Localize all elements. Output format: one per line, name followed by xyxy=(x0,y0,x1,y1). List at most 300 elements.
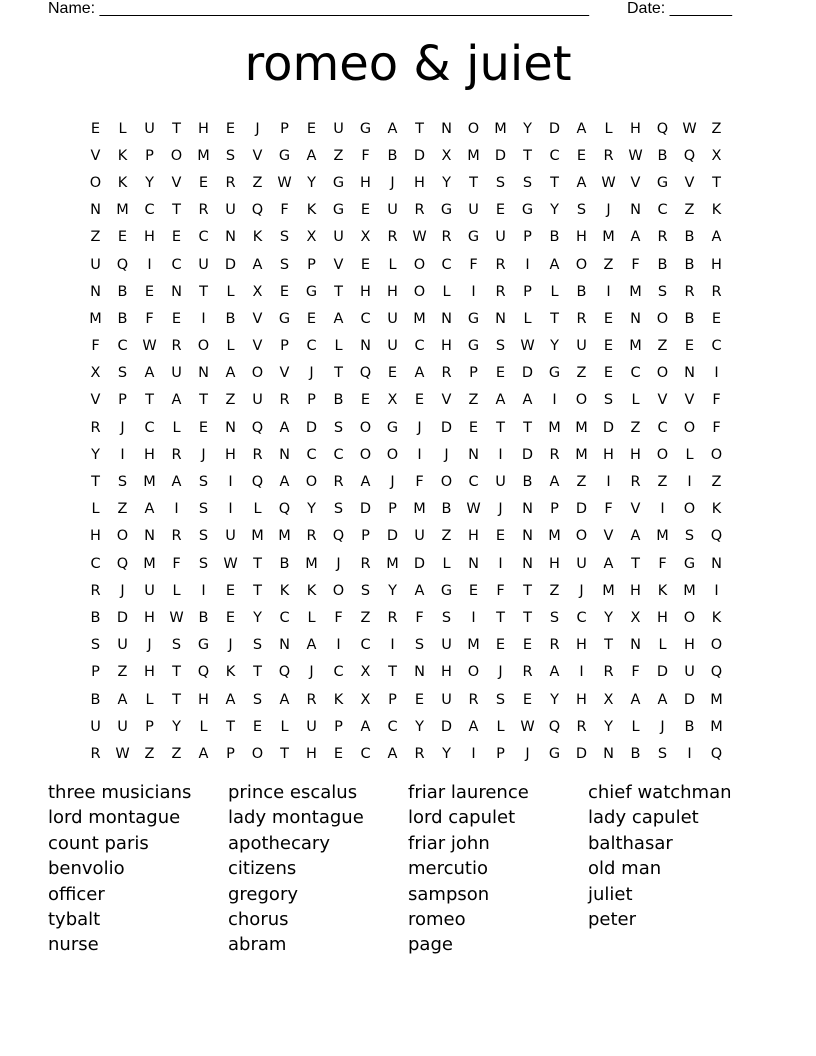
grid-letter: X xyxy=(360,691,371,708)
grid-letter: N xyxy=(360,338,371,355)
grid-letter: R xyxy=(522,664,533,681)
grid-letter: X xyxy=(630,609,641,626)
grid-letter: G xyxy=(197,637,210,654)
grid-letter: L xyxy=(199,718,208,735)
grid-letter: D xyxy=(224,256,237,273)
grid-letter: G xyxy=(440,582,453,599)
grid-letter: I xyxy=(498,555,503,572)
letter-grid xyxy=(82,115,730,768)
grid-letter: M xyxy=(656,528,669,545)
grid-letter: H xyxy=(603,446,614,463)
grid-letter: O xyxy=(656,310,669,327)
grid-row xyxy=(82,305,730,332)
grid-row xyxy=(82,496,730,523)
grid-letter: S xyxy=(603,392,614,409)
grid-letter: R xyxy=(333,474,344,491)
grid-letter: Y xyxy=(442,745,451,762)
grid-letter: F xyxy=(496,582,505,599)
grid-letter: G xyxy=(332,202,345,219)
grid-letter: E xyxy=(468,419,479,436)
grid-letter: M xyxy=(710,691,723,708)
grid-letter: U xyxy=(144,120,155,137)
grid-letter: R xyxy=(225,174,236,191)
grid-letter: B xyxy=(522,474,533,491)
grid-letter: V xyxy=(252,310,263,327)
grid-letter: L xyxy=(442,283,451,300)
grid-letter: Q xyxy=(548,718,561,735)
grid-letter: D xyxy=(683,691,696,708)
grid-letter: R xyxy=(711,283,722,300)
grid-letter: F xyxy=(415,474,424,491)
grid-letter: Z xyxy=(576,365,587,382)
grid-row xyxy=(82,659,730,686)
grid-letter: Z xyxy=(225,392,236,409)
grid-letter: N xyxy=(171,283,182,300)
grid-letter: I xyxy=(552,392,557,409)
word-item: officer xyxy=(48,883,105,905)
grid-letter: W xyxy=(682,120,697,137)
grid-letter: S xyxy=(657,745,668,762)
grid-letter: B xyxy=(657,256,668,273)
grid-row xyxy=(82,414,730,441)
grid-letter: T xyxy=(172,202,181,219)
grid-letter: K xyxy=(306,582,317,599)
grid-letter: T xyxy=(469,174,478,191)
grid-letter: S xyxy=(90,637,101,654)
grid-letter: E xyxy=(144,283,155,300)
grid-letter: I xyxy=(687,745,692,762)
grid-letter: P xyxy=(280,120,289,137)
grid-letter: P xyxy=(145,147,154,164)
grid-letter: S xyxy=(495,691,506,708)
grid-letter: A xyxy=(387,745,398,762)
grid-letter: E xyxy=(576,147,587,164)
grid-letter: U xyxy=(387,338,398,355)
grid-letter: P xyxy=(307,256,316,273)
grid-letter: A xyxy=(279,419,290,436)
grid-letter: O xyxy=(116,528,129,545)
word-column xyxy=(228,780,408,958)
grid-letter: T xyxy=(172,664,181,681)
grid-letter: L xyxy=(145,691,154,708)
grid-letter: H xyxy=(630,582,641,599)
grid-letter: D xyxy=(602,419,615,436)
grid-letter: N xyxy=(630,310,641,327)
grid-letter: L xyxy=(523,310,532,327)
grid-row xyxy=(82,632,730,659)
grid-letter: R xyxy=(90,582,101,599)
grid-letter: L xyxy=(172,582,181,599)
grid-letter: U xyxy=(414,528,425,545)
grid-letter: Q xyxy=(710,528,723,545)
grid-letter: D xyxy=(440,419,453,436)
grid-row xyxy=(82,604,730,631)
grid-letter: D xyxy=(575,745,588,762)
grid-letter: T xyxy=(172,120,181,137)
grid-letter: E xyxy=(414,392,425,409)
grid-letter: T xyxy=(496,419,505,436)
grid-letter: Z xyxy=(360,609,371,626)
grid-row xyxy=(82,387,730,414)
grid-letter: C xyxy=(414,338,425,355)
grid-letter: E xyxy=(522,691,533,708)
grid-letter: S xyxy=(333,501,344,518)
word-item: mercutio xyxy=(408,858,488,880)
grid-letter: M xyxy=(413,501,426,518)
grid-letter: S xyxy=(684,528,695,545)
grid-letter: I xyxy=(390,637,395,654)
grid-letter: T xyxy=(604,637,613,654)
word-item: apothecary xyxy=(228,832,330,854)
grid-letter: F xyxy=(145,310,154,327)
grid-row xyxy=(82,550,730,577)
grid-letter: A xyxy=(468,718,479,735)
grid-letter: H xyxy=(198,691,209,708)
word-item: old man xyxy=(588,858,662,880)
grid-letter: D xyxy=(521,365,534,382)
grid-letter: Y xyxy=(253,609,262,626)
grid-letter: W xyxy=(142,338,157,355)
grid-letter: T xyxy=(523,582,532,599)
word-column xyxy=(588,780,768,958)
grid-letter: T xyxy=(199,392,208,409)
grid-letter: A xyxy=(144,501,155,518)
grid-letter: Q xyxy=(251,202,264,219)
grid-letter: E xyxy=(495,528,506,545)
grid-letter: U xyxy=(333,229,344,246)
grid-letter: O xyxy=(386,446,399,463)
grid-letter: J xyxy=(228,637,233,654)
grid-row xyxy=(82,740,730,767)
word-item: abram xyxy=(228,934,287,956)
grid-letter: F xyxy=(361,147,370,164)
grid-letter: H xyxy=(144,664,155,681)
grid-letter: R xyxy=(495,283,506,300)
grid-letter: H xyxy=(684,637,695,654)
grid-letter: R xyxy=(630,474,641,491)
grid-letter: X xyxy=(252,283,263,300)
grid-letter: O xyxy=(305,474,318,491)
grid-letter: D xyxy=(305,419,318,436)
grid-letter: M xyxy=(548,528,561,545)
grid-letter: A xyxy=(279,474,290,491)
grid-letter: W xyxy=(412,229,427,246)
grid-letter: T xyxy=(550,310,559,327)
grid-letter: L xyxy=(388,256,397,273)
grid-letter: A xyxy=(225,691,236,708)
page-title: romeo & juiet xyxy=(244,36,572,92)
grid-letter: D xyxy=(494,147,507,164)
grid-letter: J xyxy=(417,419,422,436)
word-item: friar laurence xyxy=(408,782,529,803)
grid-letter: A xyxy=(360,474,371,491)
grid-letter: E xyxy=(198,174,209,191)
grid-letter: J xyxy=(336,555,341,572)
grid-letter: R xyxy=(576,718,587,735)
grid-letter: N xyxy=(441,120,452,137)
grid-row xyxy=(82,142,730,169)
grid-letter: K xyxy=(252,229,263,246)
grid-letter: E xyxy=(171,229,182,246)
grid-letter: W xyxy=(223,555,238,572)
word-item: benvolio xyxy=(48,858,125,880)
grid-letter: Y xyxy=(550,691,559,708)
grid-letter: Q xyxy=(710,664,723,681)
grid-letter: T xyxy=(631,555,640,572)
grid-letter: O xyxy=(89,174,102,191)
grid-letter: U xyxy=(225,528,236,545)
grid-letter: O xyxy=(683,609,696,626)
grid-letter: R xyxy=(90,745,101,762)
grid-letter: R xyxy=(252,446,263,463)
grid-letter: B xyxy=(684,718,695,735)
grid-letter: N xyxy=(279,446,290,463)
grid-letter: E xyxy=(603,310,614,327)
grid-letter: K xyxy=(711,202,722,219)
grid-letter: R xyxy=(306,528,317,545)
grid-letter: D xyxy=(413,555,426,572)
grid-letter: B xyxy=(630,745,641,762)
grid-letter: U xyxy=(90,718,101,735)
grid-letter: O xyxy=(170,147,183,164)
grid-letter: O xyxy=(332,582,345,599)
grid-letter: Y xyxy=(307,501,316,518)
grid-letter: P xyxy=(226,745,235,762)
grid-letter: N xyxy=(90,202,101,219)
grid-letter: W xyxy=(115,745,130,762)
grid-letter: Z xyxy=(549,582,560,599)
grid-letter: P xyxy=(496,745,505,762)
grid-letter: B xyxy=(684,310,695,327)
grid-letter: A xyxy=(522,392,533,409)
word-item: page xyxy=(408,934,453,956)
grid-letter: B xyxy=(117,283,128,300)
grid-letter: S xyxy=(198,474,209,491)
grid-letter: P xyxy=(91,664,100,681)
grid-letter: V xyxy=(252,338,263,355)
grid-letter: O xyxy=(656,446,669,463)
grid-letter: J xyxy=(660,718,665,735)
grid-row xyxy=(82,360,730,387)
grid-letter: C xyxy=(90,555,101,572)
grid-letter: Y xyxy=(172,718,181,735)
grid-letter: R xyxy=(279,392,290,409)
word-bank xyxy=(48,780,768,958)
grid-letter: C xyxy=(144,202,155,219)
grid-letter: E xyxy=(360,256,371,273)
grid-letter: A xyxy=(279,691,290,708)
grid-letter: S xyxy=(576,202,587,219)
grid-letter: F xyxy=(334,609,343,626)
grid-letter: H xyxy=(441,664,452,681)
grid-letter: M xyxy=(251,528,264,545)
grid-letter: C xyxy=(306,338,317,355)
grid-letter: N xyxy=(522,528,533,545)
grid-letter: J xyxy=(201,446,206,463)
grid-letter: R xyxy=(603,664,614,681)
grid-letter: U xyxy=(144,582,155,599)
grid-letter: V xyxy=(171,174,182,191)
grid-letter: J xyxy=(525,745,530,762)
grid-letter: M xyxy=(143,555,156,572)
grid-letter: H xyxy=(576,229,587,246)
word-item: prince escalus xyxy=(228,782,358,803)
grid-letter: U xyxy=(468,202,479,219)
grid-letter: I xyxy=(228,474,233,491)
grid-letter: W xyxy=(601,174,616,191)
grid-letter: A xyxy=(117,691,128,708)
grid-letter: M xyxy=(278,528,291,545)
grid-letter: E xyxy=(225,609,236,626)
grid-letter: R xyxy=(306,691,317,708)
date-field-label: Date: _______ xyxy=(627,0,732,17)
grid-letter: H xyxy=(441,338,452,355)
grid-letter: Q xyxy=(251,419,264,436)
grid-letter: N xyxy=(225,229,236,246)
grid-letter: D xyxy=(116,609,129,626)
grid-letter: D xyxy=(575,501,588,518)
grid-letter: S xyxy=(198,528,209,545)
grid-letter: M xyxy=(467,637,480,654)
grid-letter: S xyxy=(360,582,371,599)
grid-letter: E xyxy=(495,365,506,382)
grid-letter: C xyxy=(441,256,452,273)
grid-letter: I xyxy=(714,582,719,599)
grid-letter: M xyxy=(143,474,156,491)
grid-letter: X xyxy=(90,365,101,382)
grid-letter: S xyxy=(252,691,263,708)
grid-letter: G xyxy=(278,310,291,327)
grid-letter: L xyxy=(631,718,640,735)
grid-letter: E xyxy=(198,419,209,436)
grid-letter: Y xyxy=(604,718,613,735)
grid-letter: B xyxy=(198,609,209,626)
grid-letter: C xyxy=(387,718,398,735)
grid-letter: O xyxy=(197,338,210,355)
grid-letter: J xyxy=(444,446,449,463)
grid-letter: I xyxy=(174,501,179,518)
grid-letter: O xyxy=(251,745,264,762)
grid-letter: H xyxy=(144,229,155,246)
grid-letter: B xyxy=(279,555,290,572)
grid-letter: E xyxy=(117,229,128,246)
word-item: gregory xyxy=(228,883,298,905)
word-item: tybalt xyxy=(48,908,101,930)
grid-letter: L xyxy=(172,419,181,436)
grid-letter: K xyxy=(225,664,236,681)
grid-letter: X xyxy=(441,147,452,164)
grid-letter: L xyxy=(631,392,640,409)
grid-letter: R xyxy=(387,609,398,626)
grid-letter: P xyxy=(145,718,154,735)
grid-letter: T xyxy=(253,664,262,681)
grid-letter: N xyxy=(279,637,290,654)
grid-letter: I xyxy=(498,446,503,463)
grid-letter: K xyxy=(117,174,128,191)
grid-letter: I xyxy=(660,501,665,518)
grid-letter: S xyxy=(171,637,182,654)
grid-letter: I xyxy=(471,609,476,626)
grid-letter: L xyxy=(550,283,559,300)
grid-letter: B xyxy=(441,501,452,518)
grid-row xyxy=(82,468,730,495)
grid-letter: B xyxy=(90,609,101,626)
grid-letter: A xyxy=(549,474,560,491)
grid-letter: L xyxy=(604,120,613,137)
grid-letter: Z xyxy=(90,229,101,246)
grid-letter: L xyxy=(280,718,289,735)
grid-row xyxy=(82,169,730,196)
word-item: peter xyxy=(588,908,637,930)
grid-letter: R xyxy=(171,338,182,355)
grid-letter: Q xyxy=(710,745,723,762)
grid-letter: Y xyxy=(550,202,559,219)
grid-letter: R xyxy=(171,528,182,545)
grid-letter: O xyxy=(413,256,426,273)
grid-letter: P xyxy=(550,501,559,518)
grid-letter: E xyxy=(684,338,695,355)
grid-letter: Y xyxy=(388,582,397,599)
grid-letter: A xyxy=(576,120,587,137)
grid-letter: I xyxy=(228,501,233,518)
grid-letter: J xyxy=(498,664,503,681)
grid-letter: F xyxy=(469,256,478,273)
grid-letter: Q xyxy=(683,147,696,164)
grid-letter: Z xyxy=(333,147,344,164)
grid-letter: F xyxy=(712,392,721,409)
grid-letter: P xyxy=(469,365,478,382)
grid-letter: V xyxy=(657,392,668,409)
grid-letter: U xyxy=(684,664,695,681)
grid-letter: P xyxy=(307,392,316,409)
grid-letter: T xyxy=(496,609,505,626)
grid-letter: R xyxy=(603,147,614,164)
grid-letter: H xyxy=(468,528,479,545)
grid-letter: S xyxy=(522,174,533,191)
grid-letter: A xyxy=(306,637,317,654)
grid-letter: Z xyxy=(117,501,128,518)
grid-letter: B xyxy=(549,229,560,246)
grid-letter: U xyxy=(495,474,506,491)
grid-letter: O xyxy=(467,664,480,681)
grid-letter: D xyxy=(413,147,426,164)
grid-letter: H xyxy=(306,745,317,762)
grid-letter: S xyxy=(441,609,452,626)
grid-letter: U xyxy=(576,338,587,355)
grid-letter: C xyxy=(279,609,290,626)
grid-letter: H xyxy=(576,637,587,654)
grid-letter: L xyxy=(226,283,235,300)
grid-letter: N xyxy=(468,446,479,463)
grid-letter: S xyxy=(117,474,128,491)
grid-letter: J xyxy=(390,174,395,191)
grid-letter: U xyxy=(117,718,128,735)
grid-letter: C xyxy=(117,338,128,355)
grid-letter: A xyxy=(171,474,182,491)
header xyxy=(48,0,748,20)
grid-letter: U xyxy=(306,718,317,735)
grid-letter: N xyxy=(414,664,425,681)
grid-letter: R xyxy=(387,229,398,246)
grid-letter: U xyxy=(90,256,101,273)
grid-letter: W xyxy=(520,338,535,355)
grid-letter: O xyxy=(413,283,426,300)
grid-letter: D xyxy=(386,528,399,545)
grid-letter: G xyxy=(656,174,669,191)
word-item: chief watchman xyxy=(588,782,732,803)
grid-letter: T xyxy=(145,392,154,409)
grid-letter: P xyxy=(118,392,127,409)
